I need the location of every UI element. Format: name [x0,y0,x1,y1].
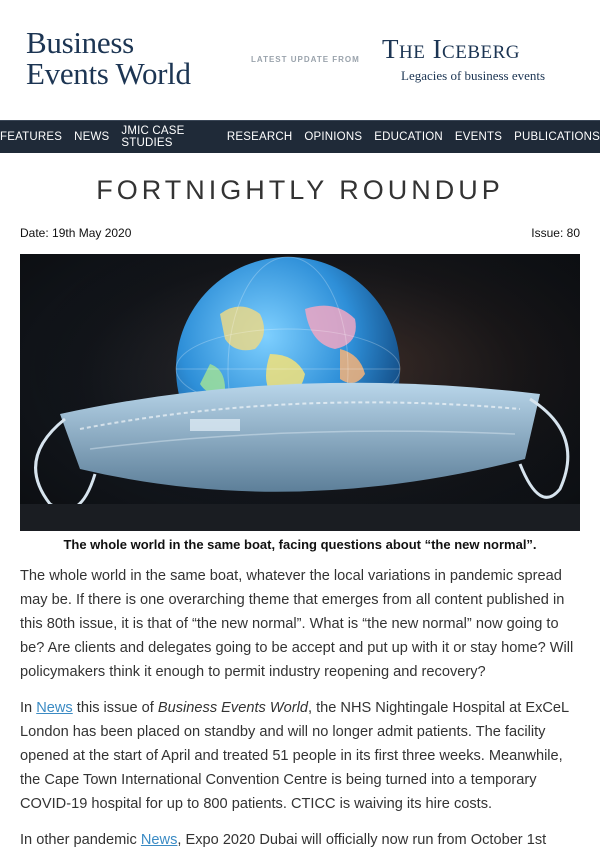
news-link[interactable]: News [36,700,73,716]
paragraph-1: The whole world in the same boat, whatever the local variations in pandemic spread may be. If there is one overarching theme that emerges from all content published in this 80th issue, it is that of “the new normal”. What is “the new normal” now going to be? Are clients and delegates going to be accept and put up with it or stay home? Will policymakers think it enough to permit industry reopening and recovery? [20,568,574,680]
mask-nose-wire [190,419,240,431]
nav-jmic-case-studies[interactable]: JMIC CASE STUDIES [121,125,185,149]
nav-features[interactable]: FEATURES [0,131,63,143]
publication-name: Business Events World [157,700,308,716]
nav-opinions[interactable]: OPINIONS [304,131,363,143]
globe-in-mask-illustration [20,254,580,531]
paragraph-2 [20,696,580,816]
nav-news[interactable]: NEWS [74,131,110,143]
main-nav [0,120,600,153]
brand-line-2: Events World [26,56,191,91]
article-body [0,564,600,852]
p2-text-c: , the NHS Nightingale Hospital at ExCeL London has been placed on standby and will no longer admit patients. The facility opened at the start of April and treated 51 people in its first three weeks. Meanwhile, the Cape Town International Convention Centre is being turned into a temporary COVID-19 hospital for up to 800 patients. CTICC is waiving its hire costs. [20,700,569,812]
brand-logo[interactable] [26,27,191,89]
paragraph-3 [20,828,580,852]
hero-caption: The whole world in the same boat, facing questions about “the new normal”. [63,537,537,552]
nav-events[interactable]: EVENTS [454,131,503,143]
issue-meta [0,226,600,240]
news-link-2[interactable]: News [140,832,178,848]
nav-research[interactable]: RESEARCH [226,131,293,143]
site-header [0,0,600,120]
p2-text-b: this issue of [72,700,158,716]
p3-text-a: In other pandemic [20,832,141,848]
partner-title: The Iceberg [382,34,521,64]
nav-education[interactable]: EDUCATION [374,131,443,143]
p3-text-b: , Expo 2020 Dubai will officially now run from October 1st [177,832,547,848]
table-surface [20,504,580,531]
latest-update-label: LATEST UPDATE FROM [251,55,360,64]
partner-subtitle: Legacies of business events [401,68,546,83]
issue-number: Issue: 80 [531,226,580,240]
issue-date: Date: 19th May 2020 [20,226,132,240]
partner-logo[interactable] [382,35,520,63]
hero-image [20,254,580,531]
brand-line-1: Business [26,25,134,60]
page-title: FORTNIGHTLY ROUNDUP [96,175,504,205]
nav-publications[interactable]: PUBLICATIONS [514,131,600,143]
p2-text-a: In [20,700,37,716]
